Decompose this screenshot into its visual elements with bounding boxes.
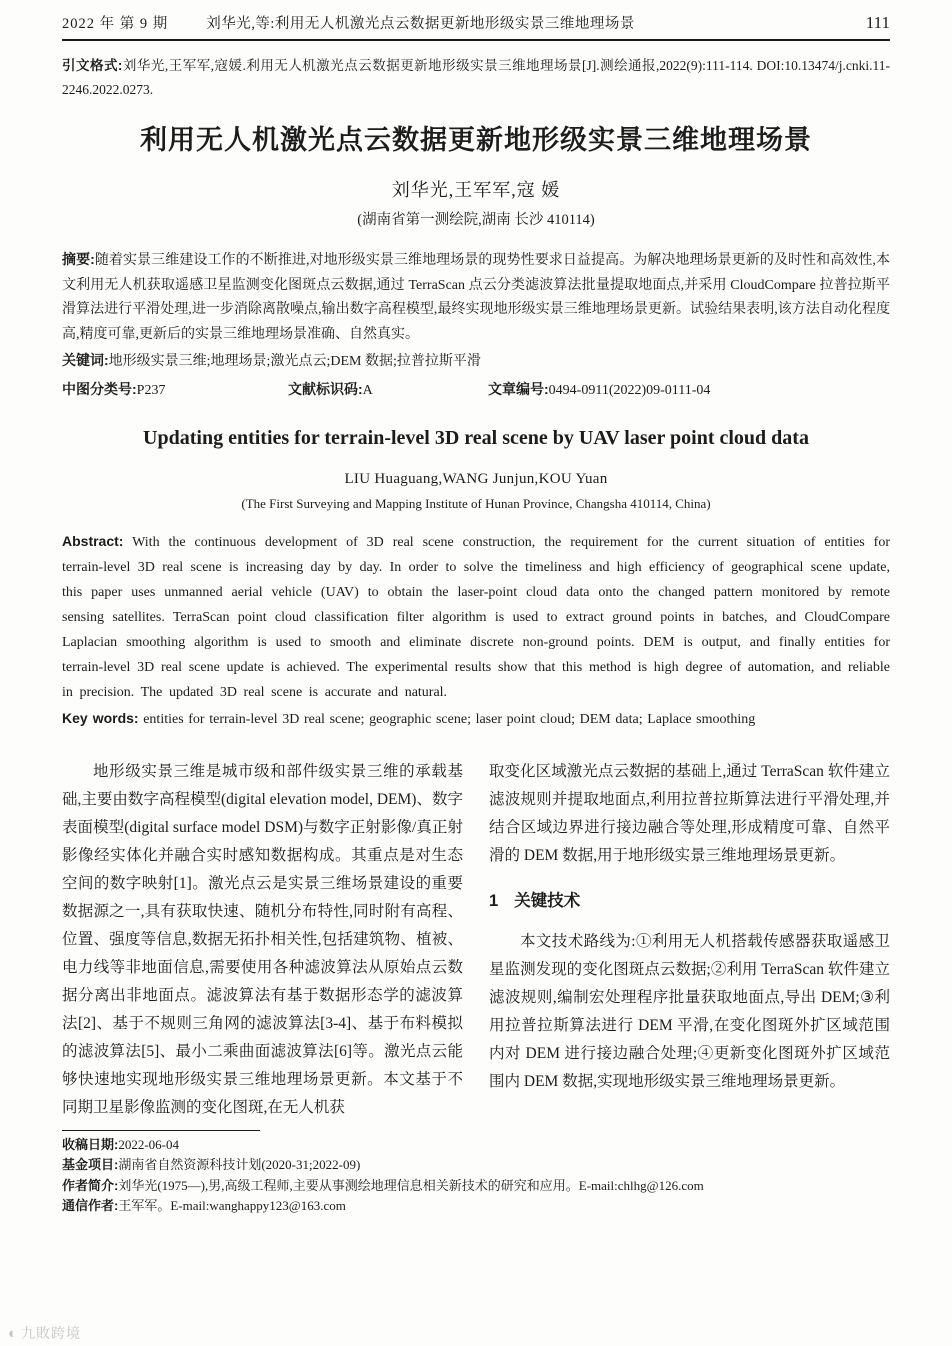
doc-code-value: A xyxy=(362,382,373,398)
abstract-cn-label: 摘要: xyxy=(62,251,95,267)
article-id-value: 0494-0911(2022)09-0111-04 xyxy=(548,382,711,398)
affiliation-cn: (湖南省第一测绘院,湖南 长沙 410114) xyxy=(357,212,595,228)
doc-code-label: 文献标识码: xyxy=(288,380,363,397)
received-date-label: 收稿日期: xyxy=(62,1136,119,1152)
keywords-en-text: entities for terrain-level 3D real scene; geographic scene; laser point cloud; DEM data; Laplace smoothing xyxy=(143,711,756,727)
watermark-icon: ◐ xyxy=(8,1324,19,1342)
keywords-en xyxy=(62,706,890,732)
watermark-text: 九敗跨境 xyxy=(21,1325,82,1341)
clc-value: P237 xyxy=(136,382,166,398)
author-bio-value: 刘华光(1975—),男,高级工程师,主要从事测绘地理信息相关新技术的研究和应用。E-mail:chlhg@126.com xyxy=(118,1177,704,1193)
citation-label: 引文格式: xyxy=(62,58,123,73)
clc-label: 中图分类号: xyxy=(62,380,137,397)
abstract-en xyxy=(62,529,890,705)
affiliation-en: (The First Surveying and Mapping Institute of Hunan Province, Changsha 410114, China) xyxy=(241,495,711,511)
article-title-cn: 利用无人机激光点云数据更新地形级实景三维地理场景 xyxy=(140,125,812,155)
clc-field xyxy=(62,379,288,399)
footnote-block xyxy=(62,1130,890,1217)
section-1-title: 关键技术 xyxy=(514,891,581,910)
page-header xyxy=(62,0,890,33)
citation-block xyxy=(62,54,890,102)
section-1-number: 1 xyxy=(489,891,499,910)
header-running-title: 刘华光,等:利用无人机激光点云数据更新地形级实景三维地理场景 xyxy=(206,16,635,32)
corresponding-author-value: 王军军。E-mail:wanghappy123@163.com xyxy=(118,1198,346,1213)
abstract-cn xyxy=(62,247,890,347)
watermark xyxy=(8,1323,81,1343)
left-column xyxy=(62,758,463,1122)
fund-label: 基金项目: xyxy=(62,1157,119,1172)
section-1-paragraph: 本文技术路线为:①利用无人机搭载传感器获取遥感卫星监测发现的变化图斑点云数据;②利用 TerraScan 软件建立滤波规则,编制宏处理程序批量获取地面点,导出 DEM;③利用拉普拉斯算法进行 DEM 平滑,在变化图斑外扩区域范围内对 DEM 进行接边融合处理;④更新变化图斑外扩区域范围内 DEM 数据,实现地形级实景三维地理场景更新。 xyxy=(489,932,890,1090)
keywords-cn-label: 关键词: xyxy=(62,352,109,368)
fund-line xyxy=(62,1155,890,1176)
citation-text: 刘华光,王军军,寇媛.利用无人机激光点云数据更新地形级实景三维地理场景[J].测绘通报,2022(9):111-114. DOI:10.13474/j.cnki.11-2246.2022.0273. xyxy=(62,58,890,97)
received-date-value: 2022-06-04 xyxy=(118,1136,180,1152)
header-rule xyxy=(62,39,890,41)
body-columns xyxy=(62,758,890,1122)
intro-paragraph-continued: 取变化区域激光点云数据的基础上,通过 TerraScan 软件建立滤波规则并提取地面点,利用拉普拉斯算法进行平滑处理,并结合区域边界进行接边融合等处理,形成精度可靠、自然平滑的 DEM 数据,用于地形级实景三维地理场景更新。 xyxy=(489,762,890,864)
section-1-heading xyxy=(489,887,890,915)
abstract-en-label: Abstract: xyxy=(62,532,124,549)
abstract-cn-text: 随着实景三维建设工作的不断推进,对地形级实景三维地理场景的现势性要求日益提高。为解决地理场景更新的及时性和高效性,本文利用无人机获取遥感卫星监测变化图斑点云数据,通过 TerraScan 点云分类滤波算法批量提取地面点,并采用 CloudCompare 拉普拉斯平滑算法进行平滑处理,进一步消除离散噪点,输出数字高程模型,最终实现地形级实景三维地理场景更新。试验结果表明,该方法自动化程度高,精度可靠,更新后的实景三维地理场景准确、自然真实。 xyxy=(62,253,890,342)
fund-value: 湖南省自然资源科技计划(2020-31;2022-09) xyxy=(118,1157,361,1172)
keywords-cn-text: 地形级实景三维;地理场景;激光点云;DEM 数据;拉普拉斯平滑 xyxy=(108,354,481,369)
article-title-en: Updating entities for terrain-level 3D real scene by UAV laser point cloud data xyxy=(143,426,809,449)
page-number: 111 xyxy=(865,13,890,32)
abstract-en-text: With the continuous development of 3D real scene construction, the requirement for the current situation of entities for terrain-level 3D real scene is increasing day by day. In order to solve the timeliness and high efficiency of geographical scene update, this paper uses unmanned aerial vehicle (UAV) to obtain the laser-point cloud data onto the changed pattern monitored by remote sensing satellites. TerraScan point cloud classification filter algorithm is used to extract ground points in batches, and CloudCompare Laplacian smoothing algorithm is used to smooth and eliminate discrete non-ground points. DEM is output, and finally entities for terrain-level 3D real scene update is achieved. The experimental results show that this method is high degree of automation, and reliable in precision. The updated 3D real scene is accurate and natural. xyxy=(62,534,890,700)
article-id-label: 文章编号: xyxy=(488,380,549,397)
header-issue: 2022 年 第 9 期 xyxy=(62,16,169,32)
authors-en: LIU Huaguang,WANG Junjun,KOU Yuan xyxy=(344,470,608,487)
keywords-en-label: Key words: xyxy=(62,709,139,726)
article-id-field xyxy=(488,379,710,399)
authors-cn: 刘华光,王军军,寇 媛 xyxy=(391,180,561,200)
author-bio-label: 作者简介: xyxy=(62,1177,119,1193)
footnote-rule xyxy=(62,1130,260,1131)
author-bio-line xyxy=(62,1176,890,1197)
doc-code-field xyxy=(288,379,488,399)
right-column xyxy=(489,758,890,1122)
keywords-cn xyxy=(62,348,890,375)
meta-line xyxy=(62,379,890,399)
received-date-line xyxy=(62,1135,890,1156)
corresponding-author-line xyxy=(62,1196,890,1217)
corresponding-author-label: 通信作者: xyxy=(62,1198,119,1213)
intro-paragraph: 地形级实景三维是城市级和部件级实景三维的承载基础,主要由数字高程模型(digital elevation model, DEM)、数字表面模型(digital surface model DSM)与数字正射影像/真正射影像经实体化并融合实时感知数据构成。其重点是对生态空间的数字映射[1]。激光点云是实景三维场景建设的重要数据源之一,具有获取快速、随机分布特性,同时附有高程、位置、强度等信息,数据无拓扑相关性,包括建筑物、植被、电力线等非地面信息,需要使用各种滤波算法从原始点云数据分离出非地面点。滤波算法有基于数据形态学的滤波算法[2]、基于不规则三角网的滤波算法[3-4]、基于布料模拟的滤波算法[5]、最小二乘曲面滤波算法[6]等。激光点云能够快速地实现地形级实景三维地理场景更新。本文基于不同期卫星影像监测的变化图斑,在无人机获 xyxy=(62,762,463,1116)
